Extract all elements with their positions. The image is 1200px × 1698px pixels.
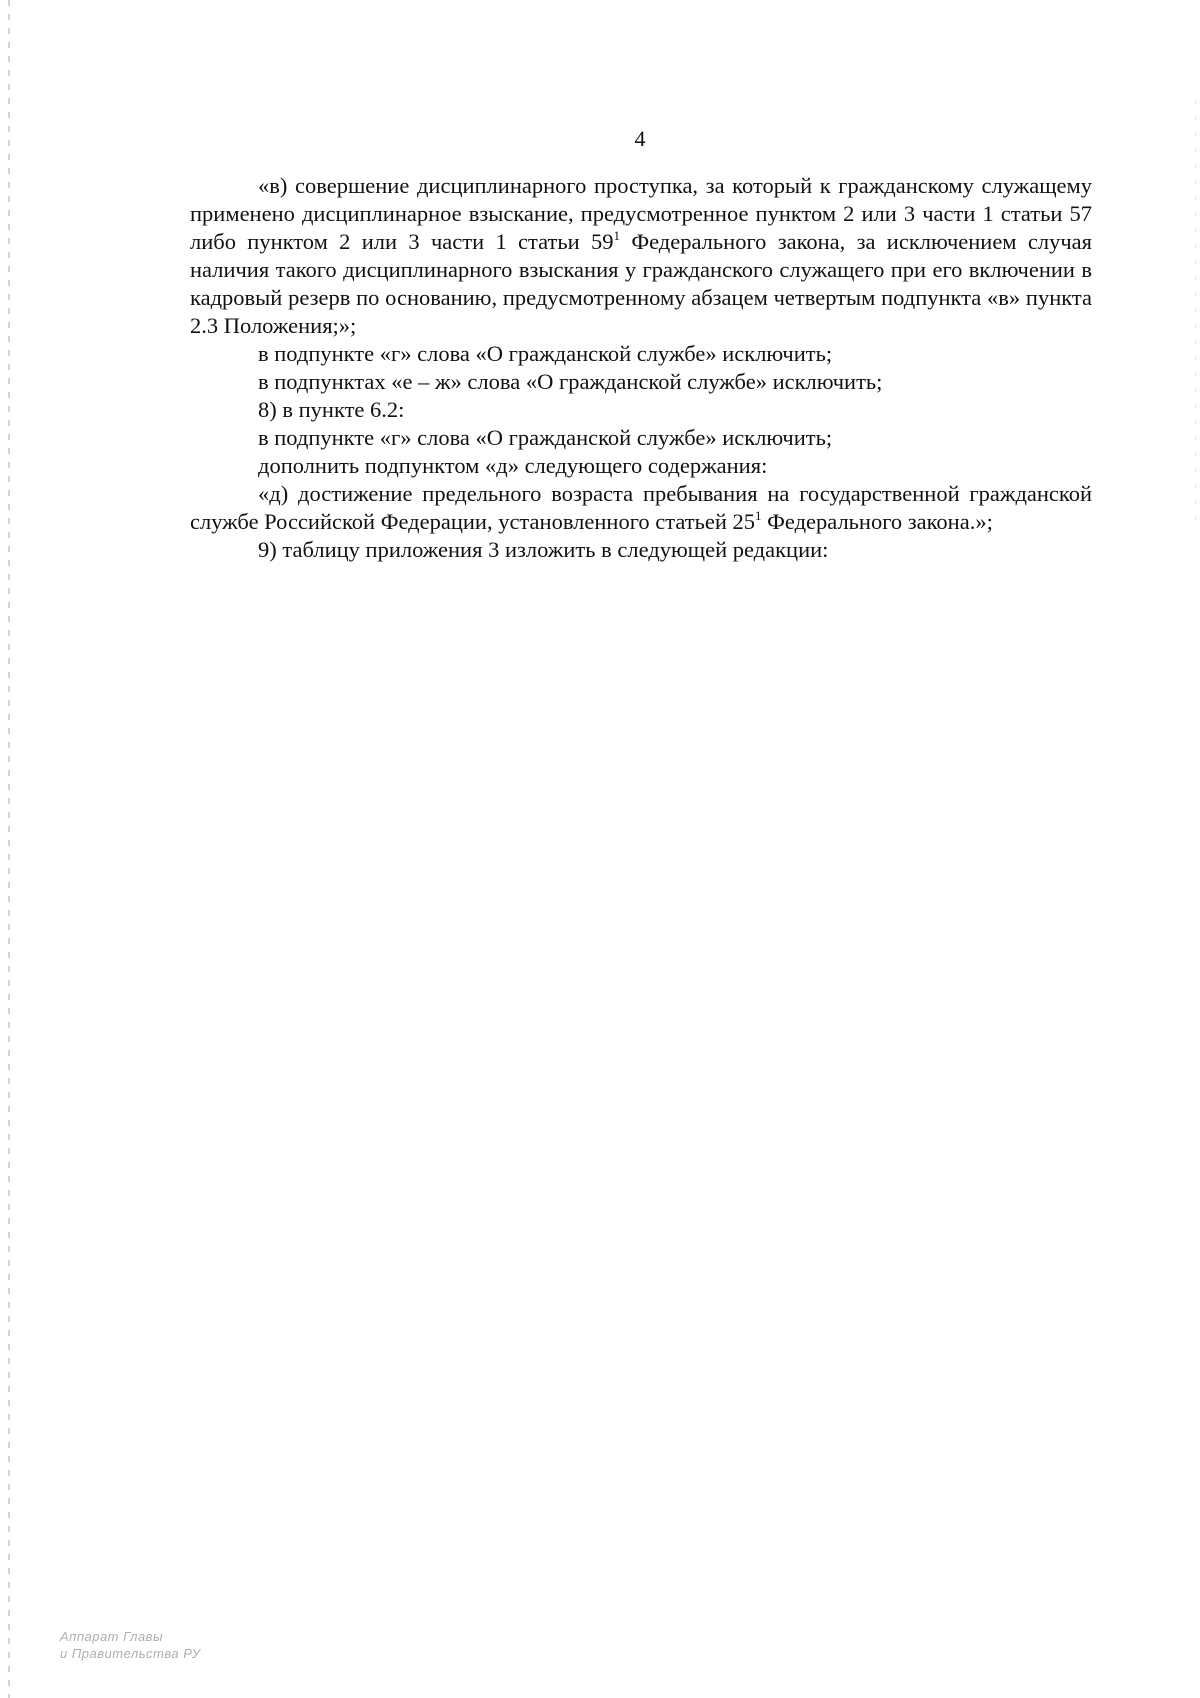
scan-edge-shadow-right bbox=[1195, 100, 1196, 520]
stamp-line-2: и Правительства РУ bbox=[60, 1646, 201, 1661]
stamp-watermark bbox=[60, 1628, 201, 1662]
paragraph-text-continued: Федерального закона, за исключением случая наличия такого дисциплинарного взыскания у гражданского служащего при его включении в кадровый резерв по основанию, предусмотренному абзацем четвертым подпункта «в» пункта 2.3 Положения;»; bbox=[190, 229, 1092, 338]
stamp-line-1: Аппарат Главы bbox=[60, 1629, 164, 1644]
paragraph-text: «в) совершение дисциплинарного проступка, за который к гражданскому служащему применено дисциплинарное взыскание, предусмотренное пунктом 2 или 3 части 1 статьи 57 либо пунктом 2 или 3 части 1 статьи 59 bbox=[190, 173, 1092, 254]
superscript: 1 bbox=[613, 228, 621, 243]
paragraph-text-continued: Федерального закона.»; bbox=[761, 509, 993, 534]
paragraph-subitem-v bbox=[190, 172, 1092, 340]
document-body bbox=[190, 172, 1092, 564]
page-number: 4 bbox=[634, 126, 646, 151]
paragraph-subitem-g: в подпункте «г» слова «О гражданской службе» исключить; bbox=[258, 341, 833, 366]
paragraph-item-9: 9) таблицу приложения 3 изложить в следующей редакции: bbox=[258, 537, 829, 562]
paragraph-item-8-subitem-g: в подпункте «г» слова «О гражданской службе» исключить; bbox=[258, 425, 833, 450]
scan-edge-shadow bbox=[8, 0, 10, 1698]
paragraph-text: «д) достижение предельного возраста пребывания на государственной гражданской службе Российской Федерации, установленного статьей 25 bbox=[190, 481, 1092, 534]
paragraph-subitem-d bbox=[190, 480, 1092, 536]
superscript: 1 bbox=[754, 508, 762, 523]
paragraph-item-8: 8) в пункте 6.2: bbox=[258, 397, 405, 422]
paragraph-add-subitem-d: дополнить подпунктом «д» следующего содержания: bbox=[258, 453, 768, 478]
paragraph-subitems-e-zh: в подпунктах «е – ж» слова «О гражданской службе» исключить; bbox=[258, 369, 883, 394]
